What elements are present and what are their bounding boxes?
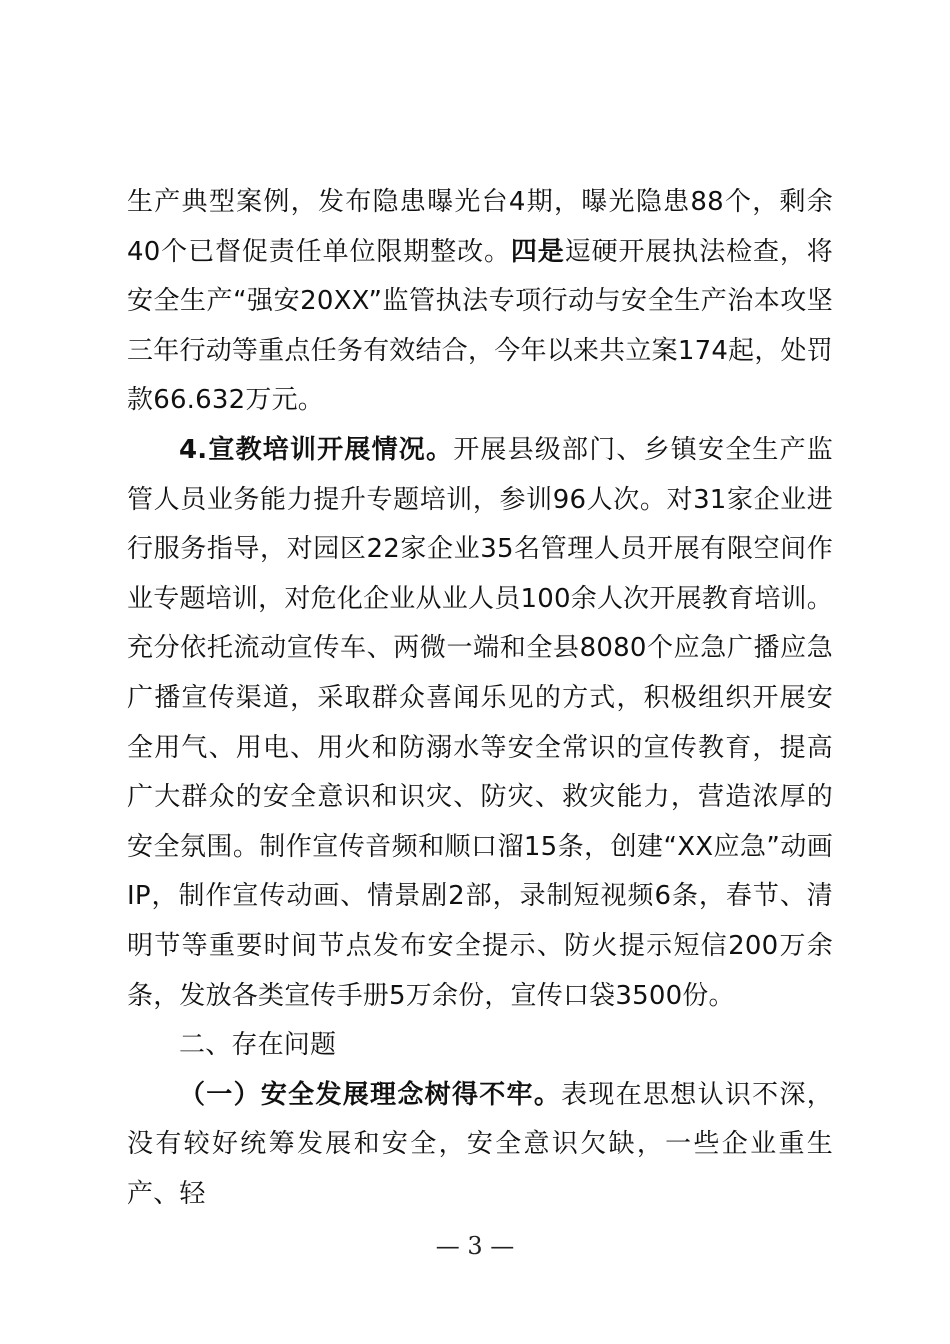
paragraph-1-text-b: 逗硬开展执法检查，将安全生产“强安20XX”监管执法专项行动与安全生产治本攻坚三年行动等重点任务有效结合，今年以来共立案174起，处罚款66.632万元。	[127, 236, 833, 416]
document-body	[127, 178, 833, 1219]
paragraph-1-text-a: 生产典型案例，发布隐患曝光台4期，曝光隐患88个，剩余40个已督促责任单位限期整改。	[127, 187, 833, 267]
page-number: — 3 —	[435, 1232, 515, 1260]
paragraph-1	[127, 178, 833, 426]
paragraph-3	[127, 1071, 833, 1220]
paragraph-2-heading: 4.宣教培训开展情况。	[179, 434, 454, 465]
paragraph-3-text: 表现在思想认识不深，没有较好统筹发展和安全，安全意识欠缺，一些企业重生产、轻	[127, 1079, 833, 1209]
paragraph-1-bold-lead: 四是	[510, 236, 565, 267]
section-heading: 二、存在问题	[179, 1030, 337, 1061]
paragraph-2	[127, 426, 833, 1021]
paragraph-3-heading: （一）安全发展理念树得不牢。	[179, 1079, 562, 1110]
paragraph-2-text: 开展县级部门、乡镇安全生产监管人员业务能力提升专题培训，参训96人次。对31家企业进行服务指导，对园区22家企业35名管理人员开展有限空间作业专题培训，对危化企业从业人员100余人次开展教育培训。充分依托流动宣传车、两微一端和全县8080个应急广播应急广播宣传渠道，采取群众喜闻乐见的方式，积极组织开展安全用气、用电、用火和防溺水等安全常识的宣传教育，提高广大群众的安全意识和识灾、防灾、救灾能力，营造浓厚的安全氛围。制作宣传音频和顺口溜15条，创建“XX应急”动画IP，制作宣传动画、情景剧2部，录制短视频6条，春节、清明节等重要时间节点发布安全提示、防火提示短信200万余条，发放各类宣传手册5万余份，宣传口袋3500份。	[127, 434, 833, 1011]
